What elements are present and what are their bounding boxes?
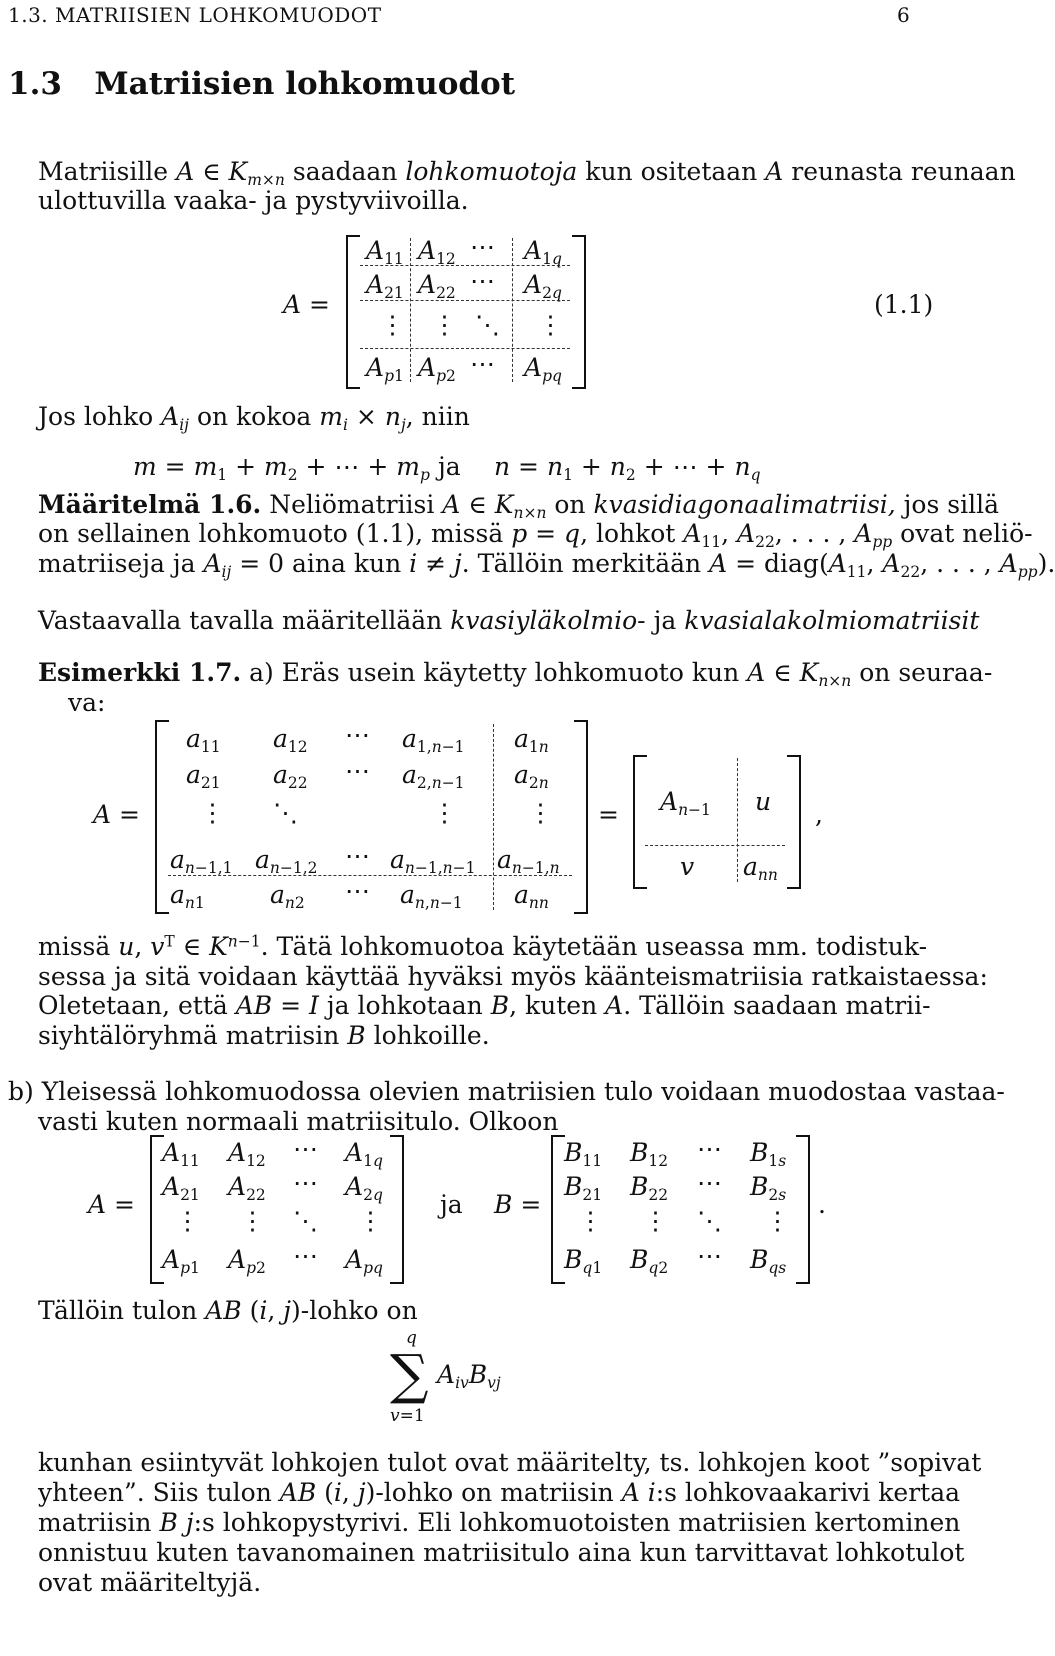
- big-cell: $a_{n-1,1}$: [170, 845, 233, 877]
- sum-body: $A_{iv}B_{vj}$: [437, 1360, 501, 1392]
- mB-cell: ⋯: [697, 1168, 722, 1197]
- section-title: [8, 66, 515, 102]
- definition-line-2: on sellainen lohkomuoto (1.1), missä p = q, lohkot $A_{11}$, $A_{22}$, . . . , $A_{pp}$ ovat neliö-: [38, 519, 1033, 551]
- eq11-cell: $A_{11}$: [366, 236, 404, 268]
- eq11-label: (1.1): [874, 290, 934, 319]
- vastaavalla-line: Vastaavalla tavalla määritellään kvasiyläkolmio- ja kvasialakolmiomatriisit: [38, 606, 980, 635]
- mA-cell: ⋮: [175, 1206, 200, 1235]
- big-cell: $a_{n-1,n}$: [497, 845, 560, 877]
- eq11-cell: $A_{1q}$: [524, 236, 562, 268]
- eq11-cell: $A_{21}$: [366, 270, 404, 302]
- example-line-2: va:: [68, 688, 106, 717]
- eq11-cell: ⋯: [470, 232, 495, 261]
- mB-cell: ⋮: [578, 1206, 603, 1235]
- eq11-cell: $A_{p2}$: [418, 353, 456, 385]
- big-cell: ⋮: [432, 798, 457, 827]
- big-cell: ⋮: [528, 798, 553, 827]
- section-heading: Matriisien lohkomuodot: [94, 66, 516, 102]
- big-cell: $a_{12}$: [273, 724, 308, 756]
- after-a-line-1: missä u, $v^T$ ∈ $K^{n-1}$. Tätä lohkomuotoa käytetään useassa mm. todistuk-: [38, 932, 928, 961]
- eq11-right-bracket: [572, 235, 586, 389]
- small-comma: ,: [815, 800, 823, 829]
- mB-cell: ⋮: [765, 1206, 790, 1235]
- running-header: 1.3. MATRIISIEN LOHKOMUODOT: [8, 3, 382, 27]
- definition-label: Määritelmä 1.6.: [38, 490, 262, 519]
- closing-line-3: matriisin B j:s lohkopystyrivi. Eli lohkomuotoisten matriisien kertominen: [38, 1508, 961, 1537]
- mB-cell: ⋯: [697, 1134, 722, 1163]
- small-right-bracket: [787, 755, 801, 889]
- big-cell: $a_{n-1,2}$: [255, 845, 318, 877]
- big-cell: $a_{n-1,n-1}$: [390, 845, 476, 877]
- part-b-ja: ja: [440, 1190, 463, 1219]
- mB-cell: $B_{2s}$: [750, 1172, 787, 1204]
- mA-lhs: A =: [88, 1190, 135, 1219]
- sum-sigma: ∑: [390, 1343, 429, 1406]
- big-cell: ⋯: [345, 841, 370, 870]
- sum-n: $n = n_1 + n_2$ + ⋯ + $n_q$: [494, 452, 761, 484]
- part-b-line-2: vasti kuten normaali matriisitulo. Olkoon: [38, 1107, 559, 1136]
- after-a-line-3: Oletetaan, että AB = I ja lohkotaan B, kuten A. Tällöin saadaan matrii-: [38, 991, 931, 1020]
- sum-m: $m = m_1 + m_2$ + ⋯ + $m_p$: [133, 452, 430, 484]
- closing-line-4: onnistuu kuten tavanomainen matriisitulo aina kun tarvittavat lohkotulot: [38, 1538, 965, 1567]
- big-right-bracket: [574, 720, 588, 914]
- eq11-hline: [360, 348, 570, 349]
- big-cell: $a_{n,n-1}$: [400, 880, 463, 912]
- mB-cell: ⋯: [697, 1241, 722, 1270]
- mA-cell: $A_{11}$: [162, 1138, 200, 1170]
- mB-cell: $B_{12}$: [630, 1138, 669, 1170]
- eq11-lhs: A =: [283, 290, 330, 319]
- section-number: 1.3: [8, 66, 62, 102]
- big-cell: $a_{2,n-1}$: [402, 760, 465, 792]
- mB-left-bracket: [551, 1135, 565, 1284]
- after-a-line-4: siyhtälöryhmä matriisin B lohkoille.: [38, 1021, 490, 1050]
- eq11-left-bracket: [346, 235, 360, 389]
- eq11-vline: [512, 238, 513, 382]
- jos-line: Jos lohko $A_{ij}$ on kokoa $m_i \times n_j$, niin: [38, 402, 470, 434]
- big-lhs: A =: [93, 800, 140, 829]
- eq11-cell: ⋯: [470, 266, 495, 295]
- eq11-cell: ⋮: [538, 310, 563, 339]
- intro-line-2: ulottuvilla vaaka- ja pystyviivoilla.: [38, 186, 469, 215]
- big-left-bracket: [155, 720, 169, 914]
- mA-cell: ⋱: [293, 1206, 318, 1235]
- small-vline: [737, 758, 738, 882]
- mA-cell: $A_{12}$: [228, 1138, 266, 1170]
- sum-lower: v=1: [390, 1406, 425, 1426]
- part-b-line-3: Tällöin tulon AB (i, j)-lohko on: [38, 1296, 418, 1325]
- big-cell: $a_{n1}$: [170, 880, 205, 912]
- sum-upper: q: [406, 1328, 417, 1348]
- mA-cell: $A_{22}$: [228, 1172, 266, 1204]
- mA-cell: $A_{pq}$: [345, 1245, 383, 1277]
- mB-cell: $B_{q1}$: [564, 1245, 603, 1277]
- big-cell: $a_{1,n-1}$: [402, 724, 465, 756]
- closing-line-5: ovat määriteltyjä.: [38, 1568, 262, 1597]
- eq11-cell: $A_{12}$: [418, 236, 456, 268]
- mB-cell: $B_{22}$: [630, 1172, 669, 1204]
- definition-line-3: matriiseja ja $A_{ij} = 0$ aina kun i ≠ j. Tällöin merkitään $A = diag(A_{11}$, $A_{22}$, . . . , $A_{pp}$).: [38, 549, 1055, 581]
- mA-cell: $A_{2q}$: [345, 1172, 383, 1204]
- small-hline: [645, 845, 785, 846]
- example-line-1: Esimerkki 1.7. a) Eräs usein käytetty lohkomuoto kun A ∈ $K_{n\times n}$ on seuraa-: [38, 658, 993, 690]
- mB-cell: $B_{1s}$: [750, 1138, 787, 1170]
- big-cell: ⋮: [200, 798, 225, 827]
- big-vline: [493, 724, 494, 910]
- big-cell: $a_{1n}$: [514, 724, 549, 756]
- eq11-cell: $A_{pq}$: [524, 353, 562, 385]
- eq11-cell: ⋮: [380, 310, 405, 339]
- small-cell: $a_{nn}$: [743, 852, 778, 884]
- mB-lhs: B =: [494, 1190, 542, 1219]
- mB-cell: $B_{11}$: [564, 1138, 603, 1170]
- eq11-cell: $A_{2q}$: [524, 270, 562, 302]
- small-cell: u: [755, 787, 772, 816]
- after-a-line-2: sessa ja sitä voidaan käyttää hyväksi myös käänteismatriisia ratkaistaessa:: [38, 962, 988, 991]
- mB-cell: $B_{q2}$: [630, 1245, 669, 1277]
- mB-right-bracket: [796, 1135, 810, 1284]
- big-cell: $a_{nn}$: [514, 880, 549, 912]
- part-b-line-1: b) Yleisessä lohkomuodossa olevien matriisien tulo voidaan muodostaa vastaa-: [8, 1077, 1005, 1106]
- page-number: 6: [897, 3, 911, 27]
- big-cell: $a_{22}$: [273, 760, 308, 792]
- small-cell: $A_{n-1}$: [660, 787, 711, 819]
- example-label: Esimerkki 1.7.: [38, 658, 242, 687]
- mA-cell: $A_{1q}$: [345, 1138, 383, 1170]
- mB-cell: $B_{21}$: [564, 1172, 603, 1204]
- mA-cell: $A_{p2}$: [228, 1245, 266, 1277]
- eq11-cell: ⋯: [470, 349, 495, 378]
- eq11-cell: $A_{22}$: [418, 270, 456, 302]
- mA-cell: ⋯: [293, 1241, 318, 1270]
- mA-cell: ⋯: [293, 1168, 318, 1197]
- eq11-vline: [410, 238, 411, 382]
- intro-line-1: Matriisille A ∈ $K_{m\times n}$ saadaan lohkomuotoja kun ositetaan A reunasta reunaan: [38, 157, 1016, 189]
- mB-cell: $B_{qs}$: [750, 1245, 787, 1277]
- sum-ja: ja: [438, 452, 461, 481]
- small-cell: v: [680, 852, 695, 881]
- mA-cell: ⋯: [293, 1134, 318, 1163]
- big-cell: ⋯: [345, 876, 370, 905]
- mA-cell: ⋮: [358, 1206, 383, 1235]
- mA-right-bracket: [390, 1135, 404, 1284]
- big-cell: ⋯: [345, 756, 370, 785]
- mA-cell: ⋮: [240, 1206, 265, 1235]
- small-left-bracket: [633, 755, 647, 889]
- big-cell: $a_{n2}$: [270, 880, 305, 912]
- mB-period: .: [818, 1190, 826, 1219]
- eq11-cell: ⋱: [475, 310, 500, 339]
- definition-line-1: Määritelmä 1.6. Neliömatriisi A ∈ $K_{n\times n}$ on kvasidiagonaalimatriisi, jos sillä: [38, 490, 999, 522]
- big-cell: $a_{11}$: [186, 724, 221, 756]
- big-cell: ⋯: [345, 720, 370, 749]
- big-equals: =: [598, 800, 619, 829]
- big-cell: $a_{2n}$: [514, 760, 549, 792]
- closing-line-2: yhteen”. Siis tulon AB (i, j)-lohko on matriisin A i:s lohkovaakarivi kertaa: [38, 1478, 960, 1507]
- closing-line-1: kunhan esiintyvät lohkojen tulot ovat määritelty, ts. lohkojen koot ”sopivat: [38, 1448, 982, 1477]
- mA-cell: $A_{21}$: [162, 1172, 200, 1204]
- mB-cell: ⋮: [643, 1206, 668, 1235]
- mB-cell: ⋱: [697, 1206, 722, 1235]
- big-cell: $a_{21}$: [186, 760, 221, 792]
- big-cell: ⋱: [273, 798, 298, 827]
- mA-cell: $A_{p1}$: [162, 1245, 200, 1277]
- eq11-cell: $A_{p1}$: [366, 353, 404, 385]
- eq11-cell: ⋮: [432, 310, 457, 339]
